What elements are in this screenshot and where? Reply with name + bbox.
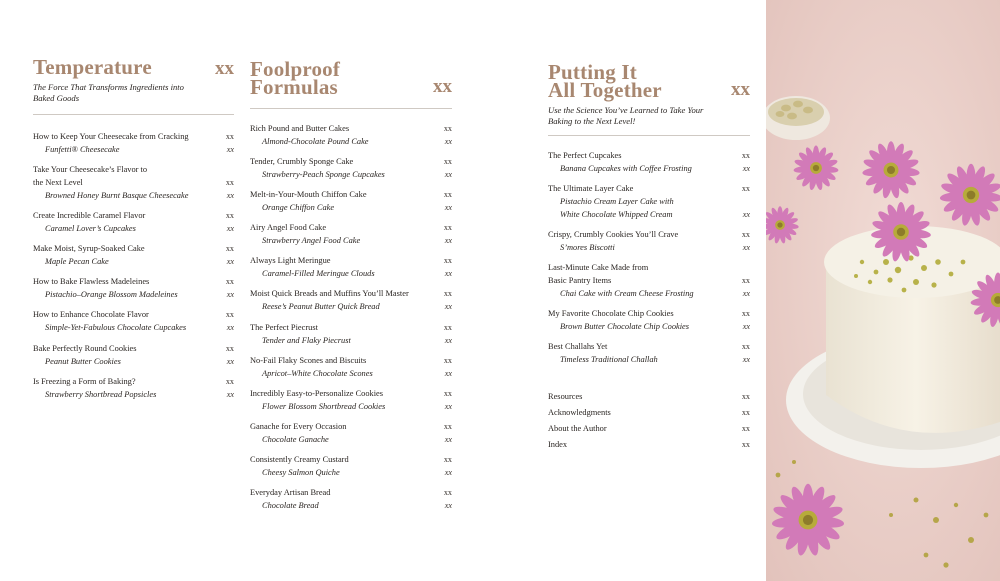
recipe-title: [33, 355, 234, 368]
recipe-title-text: Simple-Yet-Fabulous Chocolate Cupcakes: [45, 323, 187, 333]
toc-entry[interactable]: [250, 420, 452, 446]
toc-entry[interactable]: [548, 182, 750, 221]
page-number: xx: [443, 190, 452, 200]
toc-column-putting-it-all-together: [548, 0, 750, 454]
section-header: [33, 55, 234, 104]
recipe-title-text: Pistachio Cream Layer Cake with: [560, 197, 674, 207]
chapter-title-text: Moist Quick Breads and Muffins You’ll Master: [250, 289, 409, 299]
toc-entry[interactable]: [250, 122, 452, 148]
page-number: xx: [443, 454, 452, 464]
chapter-title-text: Basic Pantry Items: [548, 276, 612, 286]
page-number: xx: [444, 302, 452, 312]
section-page-number: xx: [215, 58, 234, 79]
chapter-title-text: Everyday Artisan Bread: [250, 488, 331, 498]
chapter-title-text: Ganache for Every Occasion: [250, 421, 347, 431]
page-number: xx: [443, 157, 452, 167]
toc-entry[interactable]: [250, 221, 452, 247]
page-number: xx: [225, 343, 234, 353]
section-page-number: xx: [433, 76, 452, 97]
chapter-title-text: How to Bake Flawless Madeleines: [33, 277, 150, 287]
recipe-title-text: Caramel Lover’s Cupcakes: [45, 224, 136, 234]
page-number: xx: [741, 276, 750, 286]
chapter-title-text: About the Author: [548, 424, 607, 434]
page-number: xx: [444, 137, 452, 146]
recipe-title: [250, 400, 452, 413]
page-number: xx: [225, 178, 234, 188]
page-number: xx: [226, 224, 234, 234]
chapter-title-text: Bake Perfectly Round Cookies: [33, 343, 137, 353]
section-title-line-1: Putting It: [548, 60, 637, 84]
page-number: xx: [226, 323, 234, 333]
recipe-title-text: White Chocolate Whipped Cream: [560, 210, 673, 220]
chapter-title: [548, 274, 750, 287]
recipe-title: [250, 234, 452, 247]
page-number: xx: [226, 356, 234, 366]
page-number: xx: [444, 236, 452, 246]
page-number: xx: [226, 389, 234, 399]
recipe-title-text: Timeless Traditional Challah: [560, 355, 658, 365]
page-number: xx: [444, 170, 452, 180]
divider: [250, 108, 452, 109]
toc-entry[interactable]: [548, 228, 750, 254]
chapter-title: [548, 182, 750, 195]
recipe-title: [33, 288, 234, 301]
chapter-title-text: How to Keep Your Cheesecake from Cracking: [33, 132, 189, 141]
cake-photo: [766, 0, 1000, 581]
section-title-line-1: Foolproof: [250, 57, 341, 81]
chapter-title-text: Index: [548, 439, 568, 449]
recipe-title: [33, 321, 234, 334]
recipe-title: [250, 201, 452, 214]
chapter-title-text: The Perfect Piecrust: [250, 322, 318, 332]
page-number: xx: [443, 421, 452, 431]
page-number: xx: [443, 488, 452, 498]
page-number: xx: [444, 501, 452, 511]
toc-entries: [548, 149, 750, 366]
chapter-title-text: Airy Angel Food Cake: [250, 223, 327, 233]
page-number: xx: [443, 355, 452, 365]
recipe-title-text: Maple Pecan Cake: [45, 257, 109, 267]
toc-entry[interactable]: [250, 188, 452, 214]
chapter-title-text: Incredibly Easy-to-Personalize Cookies: [250, 388, 384, 398]
page-number: xx: [225, 132, 234, 141]
toc-column-foolproof-formulas: [250, 0, 452, 519]
page-number: xx: [443, 322, 452, 332]
recipe-title-text: Caramel-Filled Meringue Clouds: [262, 269, 375, 279]
chapter-title: [548, 340, 750, 353]
page-number: xx: [742, 355, 750, 365]
toc-entry[interactable]: [33, 130, 234, 156]
page-number: xx: [226, 145, 234, 154]
recipe-title-text: Almond-Chocolate Pound Cake: [262, 137, 369, 146]
chapter-title: [33, 130, 234, 143]
page-number: xx: [742, 210, 750, 220]
chapter-title-text: Tender, Crumbly Sponge Cake: [250, 157, 354, 167]
recipe-title: [250, 499, 452, 512]
chapter-title-text: Best Challahs Yet: [548, 342, 608, 352]
recipe-title-text: Banana Cupcakes with Coffee Frosting: [560, 164, 692, 173]
chapter-title-text: Take Your Cheesecake’s Flavor to: [33, 165, 148, 175]
recipe-title-text: Chocolate Bread: [262, 501, 319, 511]
recipe-title: [250, 168, 452, 181]
chapter-title-text: No-Fail Flaky Scones and Biscuits: [250, 355, 367, 365]
toc-entries: [250, 122, 452, 512]
page-number: xx: [444, 467, 452, 477]
page-number: xx: [225, 277, 234, 287]
page-number: xx: [444, 203, 452, 213]
chapter-title-text: Rich Pound and Butter Cakes: [250, 124, 350, 133]
section-title: Temperature: [33, 55, 152, 79]
page-number: xx: [741, 439, 750, 449]
recipe-title-text: Orange Chiffon Cake: [262, 203, 335, 213]
page-number: xx: [444, 269, 452, 279]
back-matter-item[interactable]: [548, 406, 750, 419]
page-number: xx: [226, 191, 234, 201]
toc-entry[interactable]: [548, 307, 750, 333]
chapter-title: [33, 176, 234, 189]
toc-entry[interactable]: [33, 342, 234, 368]
back-matter-item[interactable]: [548, 422, 750, 435]
page-number: xx: [741, 424, 750, 434]
chapter-title: [33, 375, 234, 388]
chapter-title: [250, 254, 452, 267]
chapter-title: [548, 149, 750, 162]
toc-entry[interactable]: [33, 308, 234, 334]
page-number: xx: [226, 257, 234, 267]
chapter-title: [250, 321, 452, 334]
toc-entry[interactable]: [548, 149, 750, 175]
page-number: xx: [444, 434, 452, 444]
toc-entry[interactable]: [250, 254, 452, 280]
toc-entry[interactable]: [250, 155, 452, 181]
recipe-title: [33, 255, 234, 268]
chapter-title: [250, 453, 452, 466]
chapter-title: [33, 308, 234, 321]
toc-entry[interactable]: [548, 340, 750, 366]
toc-entry[interactable]: [548, 261, 750, 300]
recipe-title: [250, 433, 452, 446]
section-page-number: xx: [731, 79, 750, 100]
recipe-title-text: Strawberry Angel Food Cake: [262, 236, 361, 246]
chapter-title-text: The Ultimate Layer Cake: [548, 184, 634, 194]
page-number: xx: [742, 289, 750, 299]
chapter-title: [250, 387, 452, 400]
section-header: [548, 60, 750, 127]
toc-entry[interactable]: [33, 275, 234, 301]
chapter-title: [250, 221, 452, 234]
page-number: xx: [741, 151, 750, 160]
recipe-title: [250, 367, 452, 380]
recipe-title-text: Brown Butter Chocolate Chip Cookies: [560, 322, 690, 332]
chapter-title: [250, 354, 452, 367]
recipe-title-text: Tender and Flaky Piecrust: [262, 335, 351, 345]
recipe-title-text: Chocolate Ganache: [262, 434, 329, 444]
toc-entry[interactable]: [33, 242, 234, 268]
page-number: xx: [741, 408, 750, 418]
chapter-title-text: Last-Minute Cake Made from: [548, 263, 649, 273]
page-number: xx: [444, 335, 452, 345]
recipe-title-text: Flower Blossom Shortbread Cookies: [262, 401, 386, 411]
recipe-title: [548, 162, 750, 175]
chapter-title-text: Is Freezing a Form of Baking?: [33, 376, 136, 386]
recipe-title: [548, 353, 750, 366]
toc-column-temperature: [33, 0, 234, 408]
chapter-title-text: Resources: [548, 392, 583, 402]
page-number: xx: [444, 368, 452, 378]
chapter-title: [250, 486, 452, 499]
chapter-title: [33, 163, 234, 176]
toc-entry[interactable]: [33, 375, 234, 401]
divider: [548, 135, 750, 136]
toc-entry[interactable]: [33, 163, 234, 202]
recipe-title-text: Peanut Butter Cookies: [45, 356, 121, 366]
chapter-title: [33, 209, 234, 222]
section-header: [250, 57, 452, 99]
recipe-title: [250, 466, 452, 479]
toc-entry[interactable]: [250, 287, 452, 313]
recipe-title-text: Strawberry Shortbread Popsicles: [45, 389, 157, 399]
recipe-title: [548, 241, 750, 254]
page-number: xx: [741, 392, 750, 402]
page-number: xx: [742, 322, 750, 332]
page-number: xx: [225, 211, 234, 221]
recipe-title: [250, 135, 452, 148]
chapter-title: [250, 420, 452, 433]
chapter-title: [250, 155, 452, 168]
chapter-title-text: Consistently Creamy Custard: [250, 454, 349, 464]
recipe-title: [33, 143, 234, 156]
recipe-title-text: Funfetti® Cheesecake: [45, 145, 120, 154]
chapter-title-text: Acknowledgments: [548, 408, 611, 418]
chapter-title-text: Make Moist, Syrup-Soaked Cake: [33, 244, 145, 254]
section-title-line-2: Formulas: [250, 75, 338, 99]
chapter-title: [548, 228, 750, 241]
page-number: xx: [226, 290, 234, 300]
section-subtitle: The Force That Transforms Ingredients into Baked Goods: [33, 82, 184, 103]
back-matter-list: [548, 390, 750, 450]
toc-entry[interactable]: [250, 321, 452, 347]
chapter-title: [250, 287, 452, 300]
chapter-title: [250, 188, 452, 201]
back-matter-item[interactable]: [548, 438, 750, 451]
recipe-title: [250, 300, 452, 313]
page-number: xx: [741, 184, 750, 194]
page-number: xx: [742, 243, 750, 253]
page-number: xx: [443, 124, 452, 133]
back-matter-item[interactable]: [548, 390, 750, 403]
page-number: xx: [225, 310, 234, 320]
divider: [33, 114, 234, 115]
chapter-title: [250, 122, 452, 135]
recipe-title: [548, 287, 750, 300]
page-number: xx: [225, 244, 234, 254]
recipe-title: [33, 388, 234, 401]
recipe-title: [33, 189, 234, 202]
recipe-title-text: Apricot–White Chocolate Scones: [262, 368, 373, 378]
toc-entry[interactable]: [250, 354, 452, 380]
section-subtitle: Use the Science You’ve Learned to Take Your Baking to the Next Level!: [548, 105, 704, 126]
chapter-title: [548, 261, 750, 274]
chapter-title-text: Create Incredible Caramel Flavor: [33, 211, 146, 221]
recipe-title: [548, 195, 750, 208]
chapter-title: [33, 275, 234, 288]
recipe-title-text: Chai Cake with Cream Cheese Frosting: [560, 289, 694, 299]
page-number: xx: [742, 164, 750, 173]
cake-photo-illustration: [766, 0, 1000, 581]
page-number: xx: [443, 289, 452, 299]
toc-entries: [33, 130, 234, 401]
recipe-title: [548, 208, 750, 221]
toc-entry[interactable]: [250, 387, 452, 413]
recipe-title-text: Reese’s Peanut Butter Quick Bread: [262, 302, 380, 312]
page-number: xx: [443, 223, 452, 233]
page-number: xx: [225, 376, 234, 386]
chapter-title-text: How to Enhance Chocolate Flavor: [33, 310, 149, 320]
page-number: xx: [741, 342, 750, 352]
recipe-title: [33, 222, 234, 235]
toc-entry[interactable]: [250, 453, 452, 479]
chapter-title-text: The Perfect Cupcakes: [548, 151, 622, 160]
page-number: xx: [741, 309, 750, 319]
recipe-title-text: Cheesy Salmon Quiche: [262, 467, 340, 477]
chapter-title-text: Crispy, Crumbly Cookies You’ll Crave: [548, 230, 679, 240]
chapter-title: [33, 242, 234, 255]
page-number: xx: [443, 388, 452, 398]
recipe-title-text: Pistachio–Orange Blossom Madeleines: [45, 290, 178, 300]
page-number: xx: [444, 401, 452, 411]
recipe-title: [548, 320, 750, 333]
chapter-title-text: Always Light Meringue: [250, 256, 331, 266]
recipe-title-text: Strawberry-Peach Sponge Cupcakes: [262, 170, 385, 180]
recipe-title-text: Browned Honey Burnt Basque Cheesecake: [45, 191, 189, 201]
chapter-title: [33, 342, 234, 355]
chapter-title-text: Melt-in-Your-Mouth Chiffon Cake: [250, 190, 367, 200]
chapter-title: [548, 307, 750, 320]
toc-entry[interactable]: [250, 486, 452, 512]
recipe-title: [250, 334, 452, 347]
chapter-title-text: My Favorite Chocolate Chip Cookies: [548, 309, 674, 319]
page-number: xx: [741, 230, 750, 240]
chapter-title-text: the Next Level: [33, 178, 83, 188]
toc-entry[interactable]: [33, 209, 234, 235]
section-title-line-2: All Together: [548, 78, 662, 102]
page-number: xx: [443, 256, 452, 266]
recipe-title: [250, 267, 452, 280]
recipe-title-text: S’mores Biscotti: [560, 243, 615, 253]
